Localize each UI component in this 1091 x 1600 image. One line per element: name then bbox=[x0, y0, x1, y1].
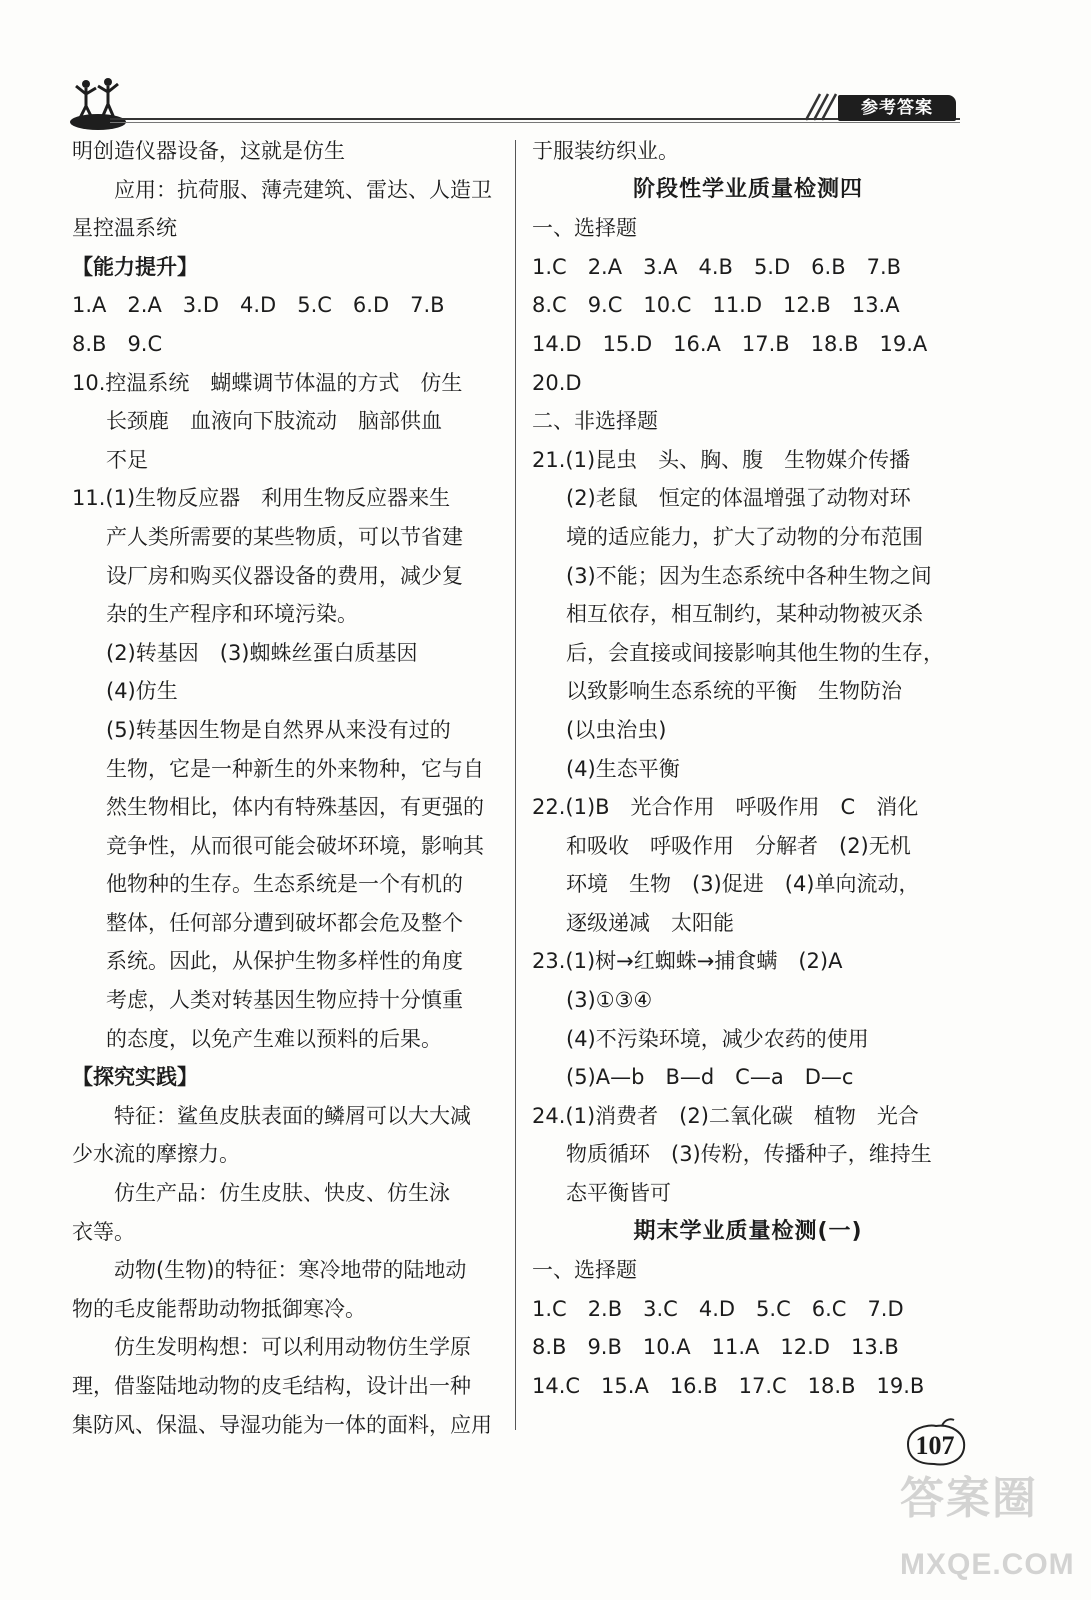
right-column-line: (4)不污染环境，减少农药的使用 bbox=[566, 1026, 869, 1051]
left-column-line: 仿生发明构想：可以利用动物仿生学原 bbox=[114, 1335, 471, 1360]
dancing-figures-logo-icon bbox=[66, 72, 128, 132]
right-column-line: 逐级递减 太阳能 bbox=[566, 910, 734, 935]
left-column-line: 衣等。 bbox=[72, 1219, 135, 1244]
right-column-line: 8.B 9.B 10.A 11.A 12.D 13.B bbox=[532, 1335, 899, 1360]
right-column-line: 8.C 9.C 10.C 11.D 12.B 13.A bbox=[532, 293, 900, 318]
right-column-line: 14.D 15.D 16.A 17.B 18.B 19.A bbox=[532, 331, 928, 356]
right-column-line: 物质循环 (3)传粉，传播种子，维持生 bbox=[566, 1142, 932, 1167]
right-column-line: 23.(1)树→红蜘蛛→捕食螨 (2)A bbox=[532, 949, 843, 974]
left-column-line: 理，借鉴陆地动物的皮毛结构，设计出一种 bbox=[72, 1374, 471, 1398]
left-column-line: (2)转基因 (3)蜘蛛丝蛋白质基因 bbox=[106, 640, 418, 665]
left-column-line: 长颈鹿 血液向下肢流动 脑部供血 bbox=[106, 409, 442, 434]
left-column-line: 他物种的生存。生态系统是一个有机的 bbox=[106, 872, 463, 897]
page-number: 107 bbox=[915, 1431, 955, 1460]
left-column-line: 仿生产品：仿生皮肤、快皮、仿生泳 bbox=[114, 1181, 450, 1206]
right-column-line: 21.(1)昆虫 头、胸、腹 生物媒介传播 bbox=[532, 447, 911, 472]
left-column-line: 物的毛皮能帮助动物抵御寒冷。 bbox=[72, 1296, 366, 1321]
answer-key-tag: 参考答案 bbox=[838, 95, 956, 121]
left-column-line: 整体，任何部分遭到破坏都会危及整个 bbox=[106, 910, 463, 935]
left-column-line: 生物，它是一种新生的外来物种，它与自 bbox=[106, 756, 484, 781]
right-column-line: 以致影响生态系统的平衡 生物防治 bbox=[566, 679, 902, 704]
right-column-line: 于服装纺织业。 bbox=[532, 139, 679, 163]
right-column-line: 22.(1)B 光合作用 呼吸作用 C 消化 bbox=[532, 795, 919, 820]
left-column-line: 特征：鲨鱼皮肤表面的鳞屑可以大大减 bbox=[114, 1103, 471, 1128]
right-column-line: 环境 生物 (3)促进 (4)单向流动， bbox=[566, 872, 920, 897]
watermark-logo-text: 答案圈 bbox=[900, 1473, 1038, 1524]
column-divider bbox=[515, 140, 516, 1430]
slash-decoration-icon bbox=[802, 92, 842, 122]
left-column-line: 的态度，以免产生难以预料的后果。 bbox=[106, 1026, 442, 1051]
right-column-line: 20.D bbox=[532, 370, 582, 395]
right-column-line: 后，会直接或间接影响其他生物的生存， bbox=[566, 640, 944, 665]
left-column-line: 然生物相比，体内有特殊基因，有更强的 bbox=[106, 795, 484, 820]
header-rule-thin bbox=[110, 122, 960, 123]
right-column bbox=[532, 132, 964, 1406]
left-column-line: 明创造仪器设备，这就是仿生 bbox=[72, 139, 345, 163]
right-column-line: 一、选择题 bbox=[532, 1258, 637, 1283]
left-column-line: 应用：抗荷服、薄壳建筑、雷达、人造卫 bbox=[114, 177, 492, 202]
left-column-line: 【能力提升】 bbox=[72, 254, 198, 279]
right-column-line: (以虫治虫) bbox=[566, 717, 667, 742]
right-column-line: 1.C 2.A 3.A 4.B 5.D 6.B 7.B bbox=[532, 254, 902, 279]
left-column-line: 少水流的摩擦力。 bbox=[72, 1142, 240, 1167]
right-column-line: 和吸收 呼吸作用 分解者 (2)无机 bbox=[566, 833, 911, 858]
left-column-line: 星控温系统 bbox=[72, 216, 177, 241]
left-column-line: 10.控温系统 蝴蝶调节体温的方式 仿生 bbox=[72, 370, 463, 395]
left-column-line: 杂的生产程序和环境污染。 bbox=[106, 602, 358, 627]
watermark bbox=[900, 1462, 1090, 1600]
right-column-line: 境的适应能力，扩大了动物的分布范围 bbox=[566, 524, 923, 549]
watermark-url: MXQE.COM bbox=[900, 1548, 1075, 1581]
left-column-line: 不足 bbox=[106, 447, 148, 472]
left-column-line: (5)转基因生物是自然界从来没有过的 bbox=[106, 717, 451, 742]
right-column-line: 14.C 15.A 16.B 17.C 18.B 19.B bbox=[532, 1374, 925, 1398]
left-column bbox=[72, 132, 500, 1444]
page-header bbox=[0, 0, 1091, 140]
left-column-line: 竞争性，从而很可能会破坏环境，影响其 bbox=[106, 833, 484, 858]
left-column-line: 11.(1)生物反应器 利用生物反应器来生 bbox=[72, 486, 451, 511]
left-column-line: 动物(生物)的特征：寒冷地带的陆地动 bbox=[114, 1258, 467, 1283]
left-column-line: 设厂房和购买仪器设备的费用，减少复 bbox=[106, 563, 463, 588]
left-column-line: 产人类所需要的某些物质，可以节省建 bbox=[106, 524, 463, 549]
right-column-line: 一、选择题 bbox=[532, 216, 637, 241]
right-column-line: 24.(1)消费者 (2)二氧化碳 植物 光合 bbox=[532, 1103, 919, 1128]
left-column-line: 系统。因此，从保护生物多样性的角度 bbox=[106, 949, 463, 974]
left-column-line: (4)仿生 bbox=[106, 679, 178, 704]
left-column-line: 1.A 2.A 3.D 4.D 5.C 6.D 7.B bbox=[72, 293, 445, 318]
left-column-line: 8.B 9.C bbox=[72, 331, 163, 356]
right-column-line: (3)①③④ bbox=[566, 988, 653, 1013]
right-column-line: 态平衡皆可 bbox=[566, 1181, 671, 1206]
left-column-line: 考虑，人类对转基因生物应持十分慎重 bbox=[106, 988, 463, 1013]
right-column-line: (3)不能；因为生态系统中各种生物之间 bbox=[566, 563, 932, 588]
right-column-line: 1.C 2.B 3.C 4.D 5.C 6.C 7.D bbox=[532, 1296, 904, 1321]
right-column-line: (5)A—b B—d C—a D—c bbox=[566, 1065, 854, 1090]
right-column-line: 二、非选择题 bbox=[532, 409, 658, 434]
right-column-line: 相互依存，相互制约，某种动物被灭杀 bbox=[566, 602, 923, 627]
right-column-line: 阶段性学业质量检测四 bbox=[632, 176, 863, 202]
right-column-line: (2)老鼠 恒定的体温增强了动物对环 bbox=[566, 486, 911, 511]
left-column-line: 【探究实践】 bbox=[72, 1065, 198, 1090]
left-column-line: 集防风、保温、导湿功能为一体的面料，应用 bbox=[72, 1412, 492, 1437]
right-column-line: 期末学业质量检测(一) bbox=[633, 1218, 863, 1244]
right-column-line: (4)生态平衡 bbox=[566, 756, 680, 781]
